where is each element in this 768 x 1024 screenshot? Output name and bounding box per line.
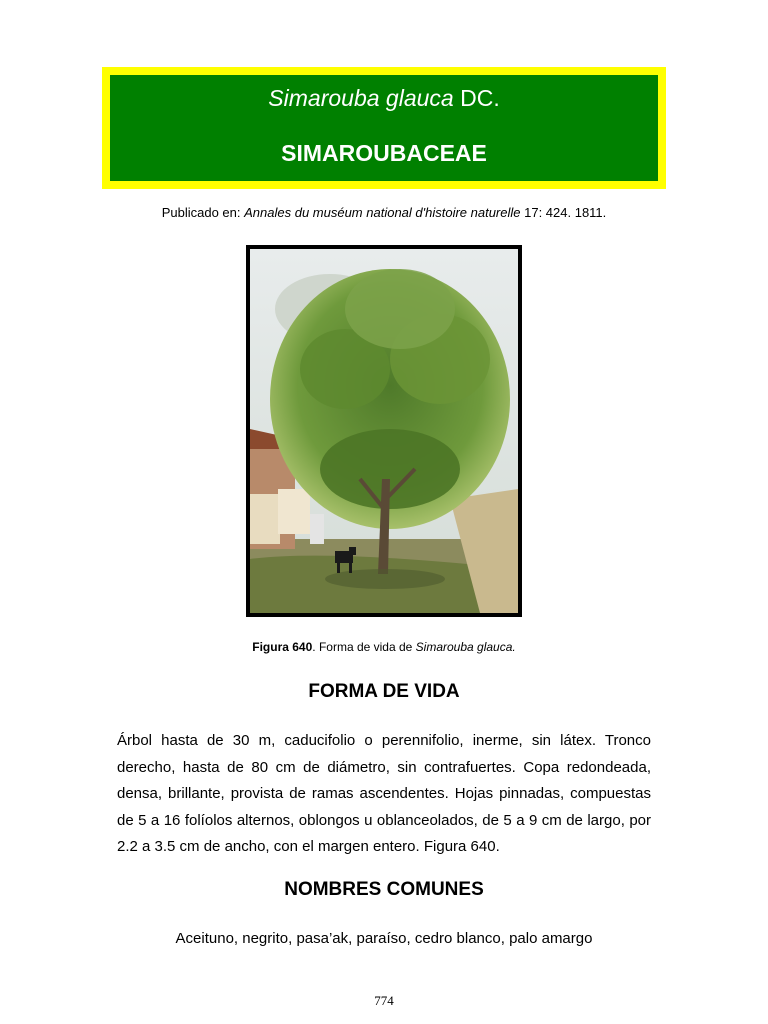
page-number: 774 bbox=[374, 993, 394, 1008]
figure-species: Simarouba glauca. bbox=[415, 640, 516, 654]
laundry-cloth-2 bbox=[278, 489, 310, 534]
canopy-cluster bbox=[345, 269, 455, 349]
species-name-italic: Simarouba glauca bbox=[268, 85, 454, 111]
figure-caption bbox=[0, 640, 768, 654]
animal-leg bbox=[349, 561, 352, 573]
title-box bbox=[102, 67, 666, 189]
forma-description: Árbol hasta de 30 m, caducifolio o perennifolio, inerme, sin látex. Tronco derecho, hasta de 80 cm de diámetro, sin contrafuertes. Copa redondeada, densa, brillante, provista de ramas ascendentes. Hojas pinnadas, compuestas de 5 a 16 folíolos alternos, oblongos u oblanceolados, de 5 a 9 cm de largo, por 2.2 a 3.5 cm de ancho, con el margen entero. Figura 640. bbox=[117, 732, 651, 855]
figure-text: . Forma de vida de bbox=[312, 640, 416, 654]
species-author: DC. bbox=[453, 85, 500, 111]
publication-citation: 17: 424. 1811. bbox=[520, 205, 607, 220]
animal-leg bbox=[337, 561, 340, 573]
tree-photo-image bbox=[250, 249, 518, 613]
section-heading-nombres: NOMBRES COMUNES bbox=[284, 879, 484, 900]
title-panel bbox=[110, 75, 658, 181]
publication-line bbox=[0, 205, 768, 220]
tree-photo bbox=[246, 245, 522, 617]
family-name: SIMAROUBACEAE bbox=[281, 140, 487, 166]
species-name bbox=[110, 85, 658, 112]
publication-journal: Annales du muséum national d'histoire naturelle bbox=[244, 205, 521, 220]
figure-label: Figura 640 bbox=[252, 640, 313, 654]
animal-head bbox=[349, 547, 356, 555]
white-post bbox=[310, 514, 324, 544]
section-heading-forma: FORMA DE VIDA bbox=[308, 681, 460, 702]
laundry-cloth bbox=[250, 494, 280, 544]
tree-shadow bbox=[325, 569, 445, 589]
common-names: Aceituno, negrito, pasa’ak, paraíso, cedro blanco, palo amargo bbox=[175, 930, 593, 947]
publication-prefix: Publicado en: bbox=[161, 205, 245, 220]
